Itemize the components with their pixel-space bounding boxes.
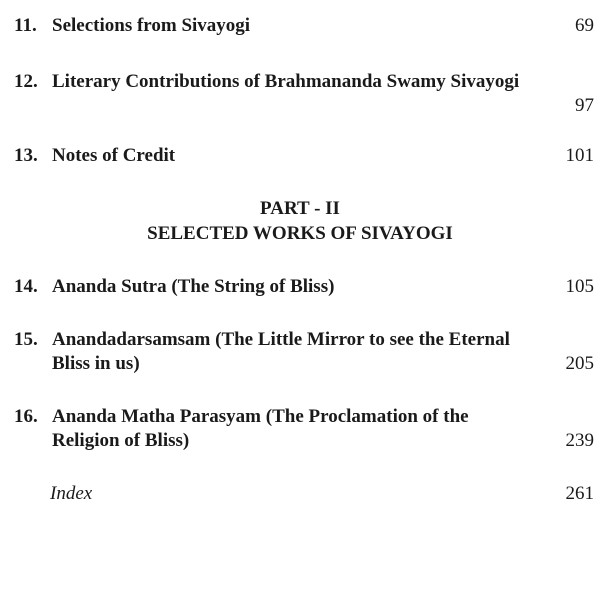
entry-page-number: 101 [565, 145, 594, 166]
toc-entry-16 [14, 405, 594, 453]
part-heading-line2: SELECTED WORKS OF SIVAYOGI [147, 223, 453, 244]
entry-page-number: 97 [575, 95, 594, 116]
entry-title: Ananda Sutra (The String of Bliss) [52, 276, 335, 297]
entry-number: 11. [14, 15, 37, 36]
toc-entry-14 [14, 275, 594, 299]
toc-entry-15 [14, 328, 594, 376]
entry-number: 12. [14, 71, 38, 92]
entry-title: Selections from Sivayogi [52, 15, 251, 36]
entry-title: Literary Contributions of Brahmananda Swamy Sivayogi [52, 71, 520, 92]
toc-entry-index [14, 482, 594, 506]
index-title: Index [50, 483, 93, 504]
entry-page-number: 69 [575, 15, 594, 36]
entry-number: 14. [14, 276, 38, 297]
toc-entry-12 [14, 70, 594, 118]
entry-title: Anandadarsamsam (The Little Mirror to see the Eternal Bliss in us) [52, 329, 510, 374]
entry-page-number: 239 [565, 430, 594, 451]
entry-number: 13. [14, 145, 38, 166]
toc-entry-11 [14, 14, 594, 38]
part-heading-line1: PART - II [260, 198, 340, 219]
entry-title: Notes of Credit [52, 145, 176, 166]
index-page-number: 261 [565, 483, 594, 504]
entry-number: 15. [14, 329, 38, 350]
toc-entry-13 [14, 144, 594, 168]
entry-page-number: 105 [565, 276, 594, 297]
entry-title: Ananda Matha Parasyam (The Proclamation of the Religion of Bliss) [52, 406, 469, 451]
entry-number: 16. [14, 406, 38, 427]
entry-page-number: 205 [565, 353, 594, 374]
